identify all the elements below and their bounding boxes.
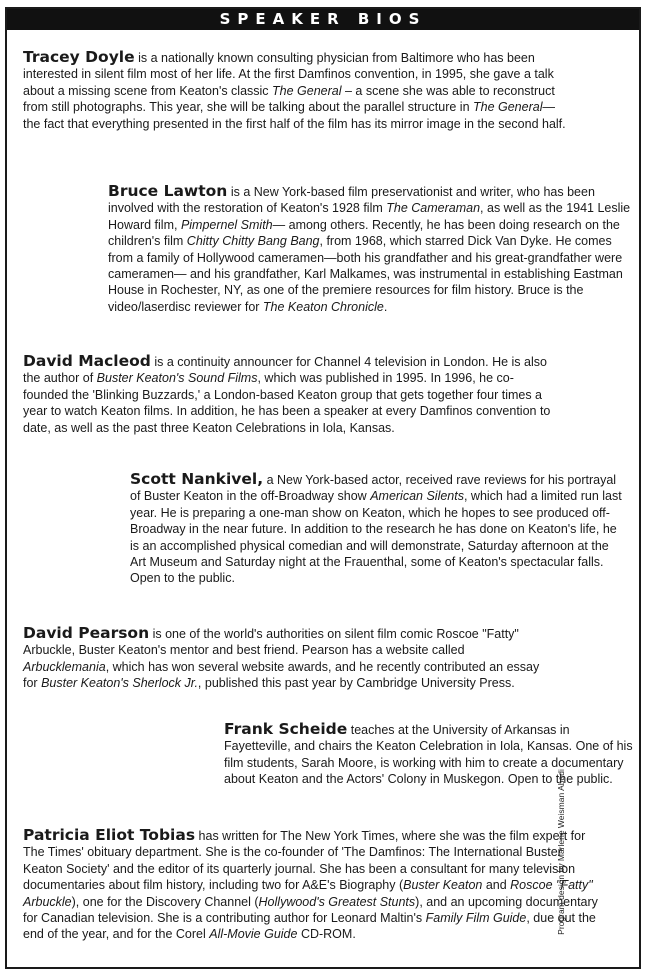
speaker-name: David Pearson xyxy=(23,624,150,642)
speaker-name: David Macleod xyxy=(23,352,151,370)
page-frame xyxy=(5,7,641,969)
bio-frank-scheide: Frank Scheide teaches at the University of Arkansas in Fayetteville, and chairs the Keaton Celebration in Iola, Kansas. One of his film students, Sarah Moore, is working with him to create a documentary about Keaton and the Actors' Colony in Muskegon. Open to the public. xyxy=(224,720,633,787)
speaker-name: Tracey Doyle xyxy=(23,48,135,66)
bio-patricia-eliot-tobias: Patricia Eliot Tobias has written for The New York Times, where she was the film expert for The Times' obituary department. She is the co-founder of 'The Damfinos: The International Buster Keaton Society' and the editor of its quarterly journal. She has been a consultant for many television documentaries about film history, including two for A&E's Biography (Buster Keaton and Roscoe "Fatty" Arbuckle), one for the Discovery Channel (Hollywood's Greatest Stunts), and an upcoming documentary for Canadian television. She is a contributing author for Leonard Maltin's Family Film Guide, due out the end of the year, and for the Corel All-Movie Guide CD-ROM. xyxy=(23,826,598,942)
speaker-name: Patricia Eliot Tobias xyxy=(23,826,196,844)
bio-david-pearson: David Pearson is one of the world's authorities on silent film comic Roscoe "Fatty" Arbuckle, Buster Keaton's mentor and best friend. Pearson has a website called Arbucklemania, which has won several website awards, and he recently contributed an essay for Buster Keaton's Sherlock Jr., published this past year by Cambridge University Press. xyxy=(23,624,540,691)
bio-david-macleod: David Macleod is a continuity announcer for Channel 4 television in London. He is also the author of Buster Keaton's Sound Films, which was published in 1995. In 1996, he co-founded the 'Blinking Buzzards,' a London-based Keaton group that gets together four times a year to watch Keaton films. In addition, he has been a speaker at every Damfinos convention to date, as well as the past three Keaton Celebrations in Iola, Kansas. xyxy=(23,352,551,435)
bio-scott-nankivel: Scott Nankivel, a New York-based actor, received rave reviews for his portrayal of Buster Keaton in the off-Broadway show American Silents, which had a limited run last year. He is preparing a one-man show on Keaton, which he hopes to see produced off-Broadway in the near future. In addition to the research he has done on Keaton's life, he is an accomplished physical comedian and will demonstrate, Saturday afternoon at the Art Museum and Saturday night at the Frauenthal, some of Keaton's spectacular falls. Open to the public. xyxy=(130,470,622,586)
speaker-name: Bruce Lawton xyxy=(108,182,228,200)
speaker-name: Scott Nankivel, xyxy=(130,470,264,488)
design-credit: Program design by Marlene Weisman Abadi xyxy=(556,769,567,935)
speaker-name: Frank Scheide xyxy=(224,720,348,738)
page-title: SPEAKER BIOS xyxy=(7,9,639,30)
bio-bruce-lawton: Bruce Lawton is a New York-based film preservationist and writer, who has been involved with the restoration of Keaton's 1928 film The Cameraman, as well as the 1941 Leslie Howard film, Pimpernel Smith— among others. Recently, he has been doing research on the children's film Chitty Chitty Bang Bang, from 1968, which starred Dick Van Dyke. He comes from a family of Hollywood cameramen—both his grandfather and his great-grandfather were cameramen— and his grandfather, Karl Malkames, was instrumental in establishing Eastman House in Rochester, NY, as one of the premiere resources for film history. Bruce is the video/laserdisc reviewer for The Keaton Chronicle. xyxy=(108,182,631,314)
bio-tracey-doyle: Tracey Doyle is a nationally known consulting physician from Baltimore who has been interested in silent film most of her life. At the first Damfinos convention, in 1995, she gave a talk about a missing scene from Keaton's classic The General – a scene she was able to reconstruct from still photographs. This year, she will be talking about the parallel structure in The General— the fact that everything presented in the first half of the film has its mirror image in the second half. xyxy=(23,48,566,131)
